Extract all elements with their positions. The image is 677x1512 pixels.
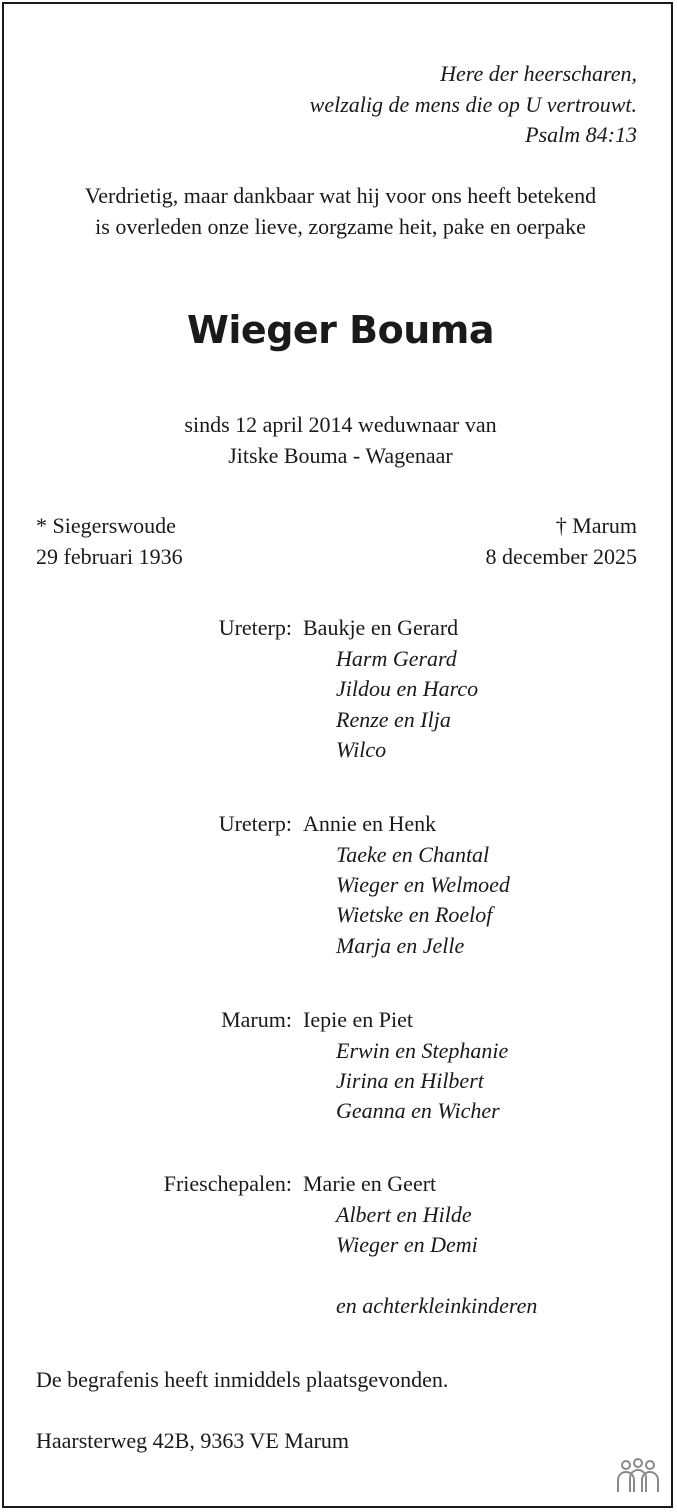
family-child: Renze en Ilja	[336, 707, 451, 732]
address: Haarsterweg 42B, 9363 VE Marum	[36, 1428, 350, 1453]
birth-date: 29 februari 1936	[36, 544, 183, 569]
family-parents: Annie en Henk	[303, 811, 437, 836]
death-place: † Marum	[555, 513, 637, 538]
family-child: Geanna en Wicher	[336, 1098, 500, 1123]
verse-line-2: welzalig de mens die op U vertrouwt.	[309, 92, 637, 117]
family-child: Jirina en Hilbert	[336, 1068, 484, 1093]
family-place: Ureterp:	[218, 811, 292, 836]
family-child: Jildou en Harco	[336, 676, 479, 701]
widower-line-1: sinds 12 april 2014 weduwnaar van	[184, 412, 497, 437]
family-parents: Baukje en Gerard	[303, 615, 459, 640]
family-child: Wieger en Demi	[336, 1232, 478, 1257]
death-date: 8 december 2025	[485, 544, 637, 569]
family-place: Frieschepalen:	[163, 1171, 292, 1196]
family-child: Marja en Jelle	[336, 933, 465, 958]
great-grandchildren: en achterkleinkinderen	[336, 1293, 538, 1318]
family-child: Taeke en Chantal	[336, 842, 490, 867]
funeral-note: De begrafenis heeft inmiddels plaatsgevonden.	[36, 1367, 449, 1392]
family-child: Wilco	[336, 737, 387, 762]
verse-line-1: Here der heerscharen,	[440, 61, 637, 86]
family-parents: Iepie en Piet	[303, 1007, 413, 1032]
family-place: Ureterp:	[218, 615, 292, 640]
people-group-icon	[613, 1456, 663, 1496]
family-child: Wieger en Welmoed	[336, 872, 510, 897]
birth-place: * Siegerswoude	[36, 513, 176, 538]
family-child: Harm Gerard	[336, 646, 457, 671]
intro-line-2: is overleden onze lieve, zorgzame heit, pake en oerpake	[95, 214, 586, 239]
intro-line-1: Verdrietig, maar dankbaar wat hij voor ons heeft betekend	[84, 183, 597, 208]
family-child: Erwin en Stephanie	[336, 1038, 509, 1063]
verse-reference: Psalm 84:13	[525, 122, 637, 147]
family-child: Albert en Hilde	[336, 1202, 472, 1227]
family-parents: Marie en Geert	[303, 1171, 437, 1196]
family-place: Marum:	[221, 1007, 292, 1032]
widower-line-2: Jitske Bouma - Wagenaar	[228, 443, 453, 468]
obituary-card	[2, 2, 673, 1508]
deceased-name: Wieger Bouma	[186, 308, 495, 352]
family-child: Wietske en Roelof	[336, 902, 493, 927]
